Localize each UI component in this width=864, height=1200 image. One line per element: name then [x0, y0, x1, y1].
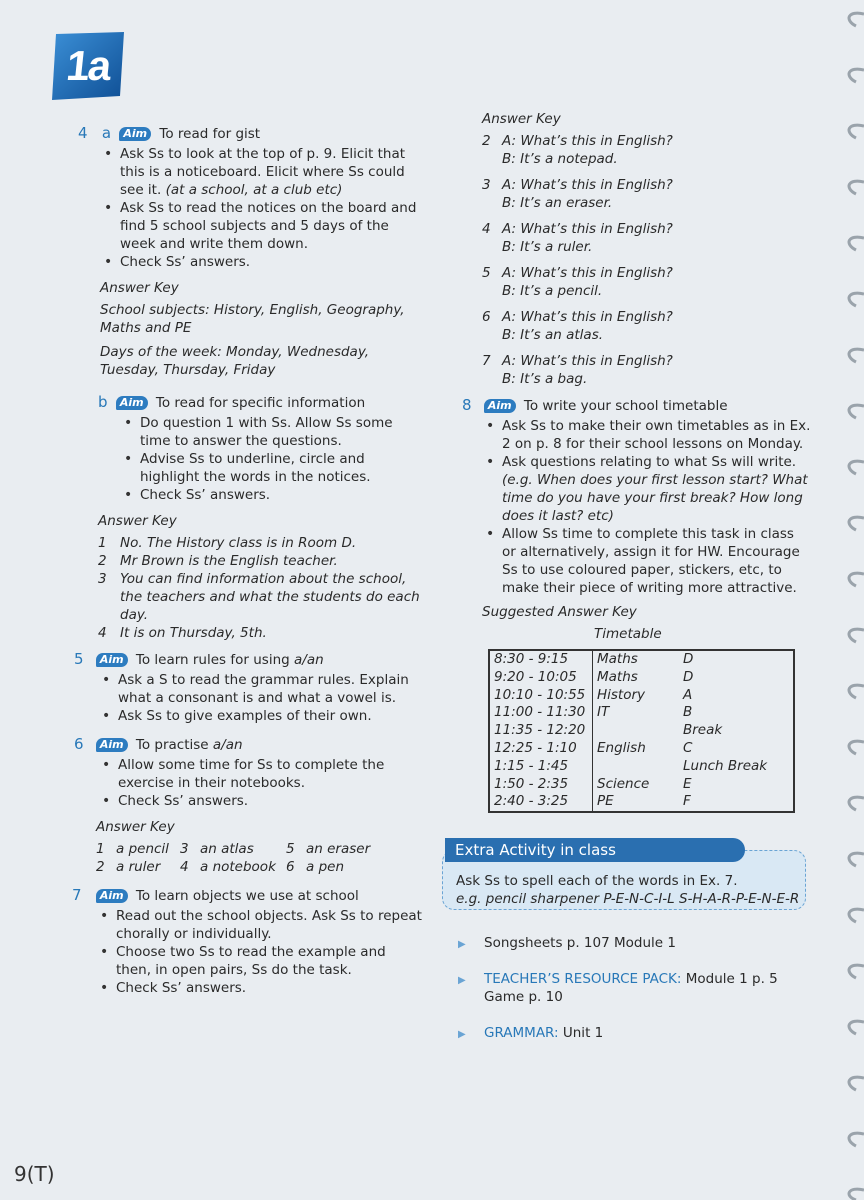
bullet-item — [482, 453, 812, 525]
answer-key-title: Answer Key — [482, 111, 561, 127]
bullet-text-italic: (at a school, at a club etc) — [165, 182, 343, 198]
dialogue-item — [482, 264, 812, 300]
item-number: 6 — [286, 859, 295, 875]
bullet-text: Allow some time for Ss to complete the exercise in their notebooks. — [118, 757, 385, 791]
dialogue-a: A: What’s this in English? — [502, 177, 673, 193]
right-column — [462, 110, 812, 813]
answer-key-list — [98, 534, 423, 642]
timetable-row — [489, 776, 794, 794]
bullet-text: Ask Ss to give examples of their own. — [118, 708, 372, 724]
bullet-item — [96, 943, 423, 979]
link-text: Unit 1 — [562, 1025, 604, 1041]
timetable-time: 9:20 - 10:05 — [489, 669, 593, 687]
exercise-7-steps — [96, 907, 423, 997]
extra-activity-line: Ask Ss to spell each of the words in Ex. 7. — [456, 873, 738, 889]
triangle-bullet-icon: ▶ — [458, 975, 466, 986]
bullet-text: Check Ss’ answers. — [120, 254, 251, 270]
bullet-item — [482, 417, 812, 453]
dialogue-b: B: It’s a bag. — [502, 371, 588, 387]
timetable-letter: A — [683, 686, 693, 703]
dialogue-b: B: It’s an atlas. — [502, 327, 604, 343]
item-number: 3 — [98, 571, 107, 587]
timetable-row — [489, 722, 794, 740]
timetable-subject: Maths — [597, 668, 638, 685]
item-number: 1 — [96, 841, 105, 857]
exercise-4b-aim: To read for specific information — [155, 395, 366, 411]
unit-badge: 1a — [64, 42, 112, 89]
extra-activity-text — [456, 872, 802, 908]
dialogue-a: A: What’s this in English? — [502, 353, 673, 369]
bullet-text: Advise Ss to underline, circle and highlight the words in the notices. — [140, 451, 371, 485]
bullet-item — [100, 253, 423, 271]
bullet-item — [120, 414, 423, 450]
aim-icon: Aim — [96, 889, 128, 903]
timetable-subject: Maths — [597, 651, 638, 667]
timetable-time: 10:10 - 10:55 — [489, 687, 593, 705]
bullet-item — [96, 979, 423, 997]
item-number: 7 — [482, 353, 491, 369]
exercise-7-aim: To learn objects we use at school — [135, 888, 359, 904]
item-number: 3 — [180, 841, 189, 857]
bullet-item — [96, 907, 423, 943]
answer-key-title: Answer Key — [100, 280, 179, 296]
exercise-5-aim-italic: a/an — [294, 652, 324, 668]
answer-key-grid — [96, 840, 423, 876]
bullet-text: Do question 1 with Ss. Allow Ss some time to answer the questions. — [140, 415, 393, 449]
timetable-row — [489, 793, 794, 812]
item-text: a pen — [306, 859, 344, 875]
timetable-row — [489, 740, 794, 758]
bullet-item — [98, 792, 423, 810]
link-label: GRAMMAR: — [484, 1025, 559, 1041]
extra-activity-example: e.g. pencil sharpener P-E-N-C-I-L S-H-A-R-P-E-N-E-R — [456, 891, 800, 907]
link-text: Module 1 p. 5 — [685, 971, 778, 987]
triangle-bullet-icon: ▶ — [458, 939, 466, 950]
bullet-text: Ask Ss to read the notices on the board and find 5 school subjects and 5 days of the week and write them down. — [120, 200, 417, 252]
bullet-item — [100, 199, 423, 253]
answer-key-item — [98, 624, 423, 642]
bullet-item — [100, 145, 423, 199]
bullet-item — [98, 756, 423, 792]
exercise-4-number: 4 — [78, 124, 88, 142]
item-number: 2 — [98, 553, 107, 569]
item-text: You can find information about the school, the teachers and what the students do each day. — [120, 571, 420, 623]
suggested-answer-key-title: Suggested Answer Key — [482, 604, 637, 620]
extra-activity-box — [442, 838, 806, 910]
bullet-text: Ask questions relating to what Ss will write. — [502, 454, 797, 470]
dialogue-list — [482, 132, 812, 388]
bullet-item — [98, 707, 423, 725]
bullet-item — [482, 525, 812, 597]
resource-links — [458, 934, 798, 1060]
item-text: No. The History class is in Room D. — [120, 535, 357, 551]
exercise-6-aim: To practise — [135, 737, 209, 753]
grammar-link — [458, 1024, 798, 1042]
timetable-letter: E — [683, 775, 692, 792]
aim-icon: Aim — [119, 127, 151, 141]
timetable-letter: Break — [683, 722, 723, 739]
timetable-row — [489, 758, 794, 776]
page-number: 9(T) — [14, 1162, 55, 1186]
item-number: 6 — [482, 309, 491, 325]
aim-icon: Aim — [484, 399, 516, 413]
timetable-letter: C — [683, 739, 693, 756]
item-number: 4 — [98, 625, 107, 641]
exercise-8-number: 8 — [462, 396, 472, 414]
timetable-letter: F — [683, 793, 691, 810]
dialogue-b: B: It’s a notepad. — [502, 151, 618, 167]
item-number: 4 — [482, 221, 491, 237]
answer-key-title: Answer Key — [96, 819, 175, 835]
exercise-8-steps — [482, 417, 812, 597]
timetable-time: 11:35 - 12:20 — [489, 722, 593, 740]
exercise-4a-aim: To read for gist — [159, 126, 261, 142]
songsheets-link — [458, 934, 798, 952]
timetable-title: Timetable — [594, 626, 662, 642]
left-column — [72, 124, 423, 997]
exercise-7-number: 7 — [72, 886, 82, 904]
item-number: 2 — [96, 859, 105, 875]
exercise-4a-steps — [100, 145, 423, 271]
dialogue-item — [482, 352, 812, 388]
bullet-text: Ask Ss to look at the top of p. 9. Elicit that this is a noticeboard. Elicit where Ss could see it. — [120, 146, 406, 198]
link-text-line2: Game p. 10 — [484, 989, 563, 1005]
bullet-text: Check Ss’ answers. — [116, 980, 247, 996]
dialogue-b: B: It’s an eraser. — [502, 195, 613, 211]
link-text: Songsheets p. 107 Module 1 — [484, 935, 676, 951]
timetable-row — [489, 687, 794, 705]
timetable-row — [489, 669, 794, 687]
timetable-subject: PE — [597, 793, 614, 810]
exercise-4b-letter: b — [98, 393, 108, 411]
dialogue-item — [482, 132, 812, 168]
answer-key-item — [98, 570, 423, 624]
item-text: Mr Brown is the English teacher. — [120, 553, 338, 569]
item-text: It is on Thursday, 5th. — [120, 625, 267, 641]
answer-key-days: Days of the week: Monday, Wednesday, Tuesday, Thursday, Friday — [100, 344, 370, 378]
timetable-letter: Lunch Break — [683, 757, 768, 774]
timetable-subject: History — [597, 686, 646, 703]
aim-icon: Aim — [116, 396, 148, 410]
exercise-5-aim: To learn rules for using — [135, 652, 290, 668]
answer-key-subjects: School subjects: History, English, Geography, Maths and PE — [100, 302, 405, 336]
exercise-4a-letter: a — [101, 124, 112, 142]
dialogue-item — [482, 176, 812, 212]
bullet-item — [120, 450, 423, 486]
dialogue-a: A: What’s this in English? — [502, 309, 673, 325]
aim-icon: Aim — [96, 653, 128, 667]
answer-key-row — [96, 858, 423, 876]
exercise-6-aim-italic: a/an — [212, 737, 243, 753]
link-label: TEACHER’S RESOURCE PACK: — [484, 971, 682, 987]
bullet-text: Ask a S to read the grammar rules. Explain what a consonant is and what a vowel is. — [118, 672, 409, 706]
teachers-resource-link — [458, 970, 798, 1006]
timetable-time: 2:40 - 3:25 — [489, 793, 593, 812]
timetable-time: 11:00 - 11:30 — [489, 704, 593, 722]
timetable-time: 12:25 - 1:10 — [489, 740, 593, 758]
item-text: a notebook — [200, 859, 276, 875]
dialogue-a: A: What’s this in English? — [502, 265, 673, 281]
bullet-text: Allow Ss time to complete this task in class or alternatively, assign it for HW. Encourage Ss to use coloured paper, stickers, etc, to make their piece of writing more attractive. — [502, 526, 800, 596]
exercise-8-aim: To write your school timetable — [523, 398, 728, 414]
exercise-5-steps — [98, 671, 423, 725]
timetable — [488, 649, 795, 813]
dialogue-a: A: What’s this in English? — [502, 221, 673, 237]
bullet-text: Read out the school objects. Ask Ss to repeat chorally or individually. — [116, 908, 422, 942]
item-number: 2 — [482, 133, 491, 149]
bullet-text-italic: (e.g. When does your first lesson start? What time do you have your first break? How long does it last? etc) — [502, 472, 808, 524]
bullet-text: Choose two Ss to read the example and then, in open pairs, Ss do the task. — [116, 944, 386, 978]
bullet-item — [120, 486, 423, 504]
answer-key-title: Answer Key — [98, 513, 177, 529]
dialogue-b: B: It’s a pencil. — [502, 283, 603, 299]
bullet-text: Check Ss’ answers. — [140, 487, 271, 503]
dialogue-item — [482, 308, 812, 344]
item-number: 1 — [98, 535, 107, 551]
answer-key-item — [98, 552, 423, 570]
item-text: an eraser — [306, 841, 371, 857]
timetable-subject: English — [597, 739, 646, 756]
spiral-binding — [820, 0, 864, 1200]
timetable-time: 1:50 - 2:35 — [489, 776, 593, 794]
answer-key-row — [96, 840, 423, 858]
timetable-letter: D — [683, 651, 694, 667]
item-text: a ruler — [116, 859, 161, 875]
timetable-time: 1:15 - 1:45 — [489, 758, 593, 776]
exercise-6-steps — [98, 756, 423, 810]
aim-icon: Aim — [96, 738, 128, 752]
answer-key-item — [98, 534, 423, 552]
item-number: 5 — [286, 841, 295, 857]
timetable-letter: B — [683, 704, 693, 721]
timetable-subject — [593, 758, 680, 776]
item-number: 4 — [180, 859, 189, 875]
exercise-4b-steps — [120, 414, 423, 504]
timetable-subject — [593, 722, 680, 740]
extra-activity-title: Extra Activity in class — [445, 838, 745, 862]
dialogue-b: B: It’s a ruler. — [502, 239, 593, 255]
timetable-row — [489, 650, 794, 669]
bullet-item — [98, 671, 423, 707]
triangle-bullet-icon: ▶ — [458, 1029, 466, 1040]
dialogue-item — [482, 220, 812, 256]
item-number: 3 — [482, 177, 491, 193]
timetable-time: 8:30 - 9:15 — [489, 650, 593, 669]
timetable-row — [489, 704, 794, 722]
dialogue-a: A: What’s this in English? — [502, 133, 673, 149]
bullet-text: Check Ss’ answers. — [118, 793, 249, 809]
timetable-letter: D — [683, 668, 694, 685]
timetable-subject: IT — [597, 704, 610, 721]
bullet-text: Ask Ss to make their own timetables as in Ex. 2 on p. 8 for their school lessons on Monday. — [502, 418, 811, 452]
item-text: a pencil — [116, 841, 169, 857]
timetable-subject: Science — [597, 775, 650, 792]
item-text: an atlas — [200, 841, 254, 857]
exercise-5-number: 5 — [74, 650, 84, 668]
item-number: 5 — [482, 265, 491, 281]
exercise-6-number: 6 — [74, 735, 84, 753]
